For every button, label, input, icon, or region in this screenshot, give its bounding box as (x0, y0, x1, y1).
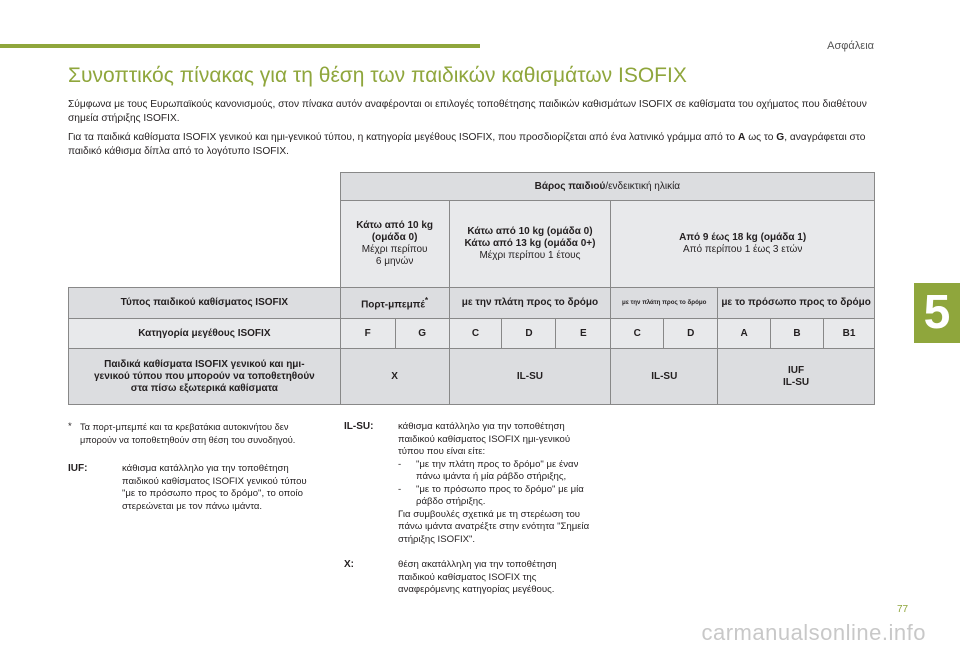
row-seats-label: Παιδικά καθίσματα ISOFIX γενικού και ημι-γενικού τύπου που μπορούν να τοποθετηθούν στα πίσω εξωτερικά καθίσματα (69, 349, 341, 405)
col-group-0plus: Κάτω από 10 kg (ομάδα 0) Κάτω από 13 kg (ομάδα 0+) Μέχρι περίπου 1 έτους (449, 201, 611, 288)
ilsu-block (398, 421, 598, 546)
intro-paragraph-2: Για τα παιδικά καθίσματα ISOFIX γενικού και ημι-γενικού τύπου, η κατηγορία μεγέθους ISOFIX, που προσδιορίζεται από ένα λατινικό γράμμα από το A ως το G, αναγράφεται στο παιδικό κάθισμα δίπλα από το λογότυπο ISOFIX. (68, 132, 866, 157)
size-cell: C (449, 319, 502, 349)
x-text: θέση ακατάλληλη για την τοποθέτηση παιδικού καθίσματος ISOFIX της αναφερόμενης κατηγορίας μεγέθους. (398, 559, 557, 595)
row-size-label: Κατηγορία μεγέθους ISOFIX (69, 319, 341, 349)
chapter-tab: 5 (914, 283, 960, 343)
ilsu-label: IL-SU: (344, 421, 374, 432)
iuf-label: IUF: (68, 463, 88, 474)
value-rear-facing-1: IL-SU (449, 349, 611, 405)
size-cell: B (771, 319, 824, 349)
star-mark: * (68, 421, 72, 432)
intro-text (68, 98, 888, 164)
value-carrycot: X (340, 349, 449, 405)
row-type-label: Τύπος παιδικού καθίσματος ISOFIX (69, 288, 341, 319)
isofix-table (68, 172, 875, 405)
type-rear-facing-1: με την πλάτη προς το δρόμο (449, 288, 611, 319)
ilsu-list (398, 459, 598, 509)
intro-paragraph-1: Σύμφωνα με τους Ευρωπαϊκούς κανονισμούς, στον πίνακα αυτόν αναφέρονται οι επιλογές τοποθέτησης παιδικών καθισμάτων ISOFIX σε καθίσματα του οχήματος που διαθέτουν σημεία στήριξης ISOFIX. (68, 99, 867, 124)
col-group-0: Κάτω από 10 kg (ομάδα 0) Μέχρι περίπου 6 μηνών (340, 201, 449, 288)
type-rear-facing-2: με την πλάτη προς το δρόμο (611, 288, 718, 319)
star-note: Τα πορτ-μπεμπέ και τα κρεβατάκια αυτοκινήτου δεν μπορούν να τοποθετηθούν στη θέση του συνοδηγού. (80, 422, 296, 445)
page-title: Συνοπτικός πίνακας για τη θέση των παιδικών καθισμάτων ISOFIX (68, 64, 687, 87)
weight-header: Βάρος παιδιού/ενδεικτική ηλικία (340, 173, 874, 201)
list-item: - "με το πρόσωπο προς το δρόμο" με μία ράβδο στήριξης. (398, 483, 584, 507)
size-cell: D (502, 319, 556, 349)
col-group-1: Από 9 έως 18 kg (ομάδα 1) Από περίπου 1 έως 3 ετών (611, 201, 875, 288)
ilsu-text: κάθισμα κατάλληλο για την τοποθέτηση παιδικού καθίσματος ISOFIX ημι-γενικού τύπου που είναι είτε: (398, 421, 571, 457)
iuf-text: κάθισμα κατάλληλο για την τοποθέτηση παιδικού καθίσματος ISOFIX γενικού τύπου "με το πρόσωπο προς το δρόμο", το οποίο στερεώνεται με τον πάνω ιμάντα. (122, 463, 307, 512)
value-forward-facing: IUF IL-SU (718, 349, 875, 405)
value-rear-facing-2: IL-SU (611, 349, 718, 405)
watermark: carmanualsonline.info (701, 620, 926, 645)
size-cell: D (664, 319, 718, 349)
size-cell: C (611, 319, 664, 349)
x-label: X: (344, 559, 354, 570)
list-item: - "με την πλάτη προς το δρόμο" με έναν πάνω ιμάντα ή μία ράβδο στήριξης, (398, 458, 579, 482)
size-cell: G (395, 319, 449, 349)
ilsu-more: Για συμβουλές σχετικά με τη στερέωση του πάνω ιμάντα ανατρέξτε στην ενότητα "Σημεία στήριξης ISOFIX". (398, 508, 590, 545)
type-forward-facing: με το πρόσωπο προς το δρόμο (718, 288, 875, 319)
type-carrycot: Πορτ-μπεμπέ* (340, 288, 449, 319)
header-accent-bar (0, 44, 480, 48)
size-cell: F (340, 319, 395, 349)
size-cell: A (718, 319, 771, 349)
section-title: Ασφάλεια (827, 40, 874, 52)
size-cell: E (556, 319, 611, 349)
page-number: 77 (897, 604, 909, 615)
size-cell: B1 (824, 319, 875, 349)
